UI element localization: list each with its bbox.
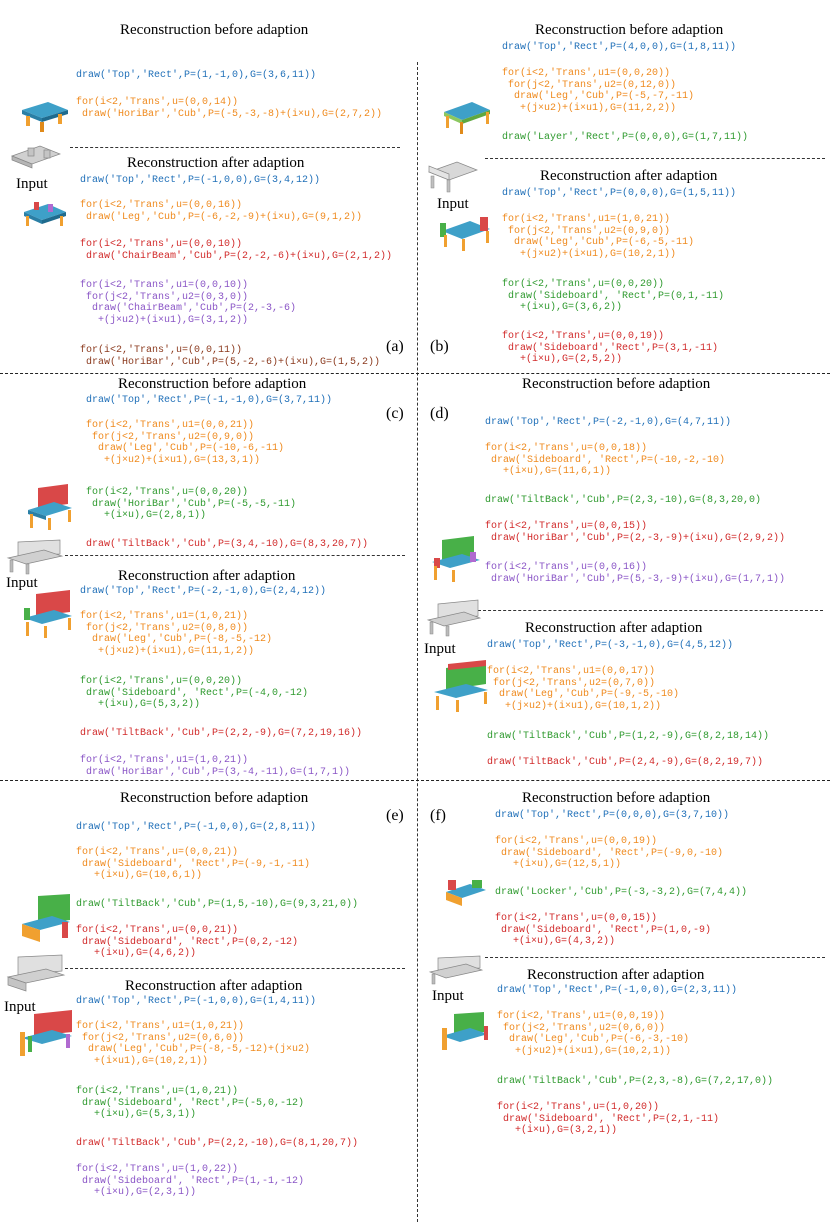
panel-d-after-code-2: for(i<2,'Trans',u1=(0,0,17)) for(j<2,'Trans',u2=(0,7,0)) draw('Leg','Cub',P=(-9,-5,-10) +(j×u2)+(i×u1),G=(10,1,2)) — [487, 666, 680, 712]
panel-f-tag: (f) — [430, 807, 446, 824]
panel-d-before-code-4: for(i<2,'Trans',u=(0,0,15)) draw('HoriBar','Cub',P=(2,-3,-9)+(i×u),G=(2,9,2)) — [485, 521, 786, 544]
panel-c-input-label: Input — [6, 575, 38, 591]
panel-a-after-code-1: draw('Top','Rect',P=(-1,0,0),G=(3,4,12)) — [80, 175, 321, 186]
panel-a-before-code-1: draw('Top','Rect',P=(1,-1,0),G=(3,6,11)) — [76, 70, 317, 81]
panel-b-after-code-2: for(i<2,'Trans',u1=(1,0,21)) for(j<2,'Trans',u2=(0,9,0)) draw('Leg','Cub',P=(-6,-5,-11) +(j×u2)+(i×u1),G=(10,2,1)) — [502, 214, 695, 260]
panel-c-divider — [65, 555, 405, 556]
panel-c-after-code-2: for(i<2,'Trans',u1=(1,0,21)) for(j<2,'Trans',u2=(0,8,0)) draw('Leg','Cub',P=(-8,-5,-12) +(j×u2)+(i×u1),G=(11,1,2)) — [80, 611, 273, 657]
panel-a-after-code-4: for(i<2,'Trans',u1=(0,0,10)) for(j<2,'Trans',u2=(0,3,0)) draw('ChairBeam','Cub',P=(2,-3,-6) +(j×u2)+(i×u1),G=(3,1,2)) — [80, 280, 297, 326]
panel-c-after-code-3: for(i<2,'Trans',u=(0,0,20)) draw('Sideboard', 'Rect',P=(-4,0,-12) +(i×u),G=(5,3,2)) — [80, 676, 309, 710]
panel-d-after-heading: Reconstruction after adaption — [525, 620, 703, 636]
row-divider-2 — [0, 780, 830, 781]
panel-d-tag: (d) — [430, 405, 449, 422]
panel-e-after-code-1: draw('Top','Rect',P=(-1,0,0),G=(1,4,11)) — [76, 996, 317, 1007]
panel-e-before-code-3: draw('TiltBack','Cub',P=(1,5,-10),G=(9,3,21,0)) — [76, 899, 359, 910]
panel-b-before-code-3: draw('Layer','Rect',P=(0,0,0),G=(1,7,11)) — [502, 132, 749, 143]
panel-e-before-code-2: for(i<2,'Trans',u=(0,0,21)) draw('Sideboard', 'Rect',P=(-9,-1,-11) +(i×u),G=(10,6,1)) — [76, 847, 311, 881]
panel-c-after-code-1: draw('Top','Rect',P=(-2,-1,0),G=(2,4,12)) — [80, 586, 327, 597]
panel-d-after-render — [430, 662, 492, 718]
panel-b-input-render — [425, 158, 481, 194]
panel-f-after-heading: Reconstruction after adaption — [527, 967, 705, 983]
panel-d-input-render — [424, 600, 484, 640]
panel-e-after-code-4: draw('TiltBack','Cub',P=(2,2,-10),G=(8,1,20,7)) — [76, 1138, 359, 1149]
panel-d-before-code-3: draw('TiltBack','Cub',P=(2,3,-10),G=(8,3,20,0) — [485, 495, 762, 506]
panel-c-after-render — [20, 590, 76, 642]
panel-c-tag: (c) — [386, 405, 404, 422]
panel-c-after-code-4: draw('TiltBack','Cub',P=(2,2,-9),G=(7,2,19,16)) — [80, 728, 363, 739]
panel-f-before-heading: Reconstruction before adaption — [522, 790, 711, 806]
panel-e-after-code-3: for(i<2,'Trans',u=(1,0,21)) draw('Sideboard', 'Rect',P=(-5,0,-12) +(i×u),G=(5,3,1)) — [76, 1086, 305, 1120]
panel-f-after-code-2: for(i<2,'Trans',u1=(0,0,19)) for(j<2,'Trans',u2=(0,6,0)) draw('Leg','Cub',P=(-6,-3,-10) +(j×u2)+(i×u1),G=(10,2,1)) — [497, 1011, 690, 1057]
panel-d-after-code-4: draw('TiltBack','Cub',P=(2,4,-9),G=(8,2,19,7)) — [487, 757, 764, 768]
panel-a-after-code-3: for(i<2,'Trans',u=(0,0,10)) draw('ChairBeam','Cub',P=(2,-2,-6)+(i×u),G=(2,1,2)) — [80, 239, 393, 262]
panel-b-divider — [485, 158, 825, 159]
panel-e-after-render — [16, 1010, 76, 1066]
panel-a-before-render — [18, 98, 70, 136]
panel-d-divider — [478, 610, 823, 611]
panel-c-before-code-2: for(i<2,'Trans',u1=(0,0,21)) for(j<2,'Trans',u2=(0,9,0)) draw('Leg','Cub',P=(-10,-6,-11) +(j×u2)+(i×u1),G=(13,3,1)) — [86, 420, 285, 466]
panel-f-before-code-4: for(i<2,'Trans',u=(0,0,15)) draw('Sideboard', 'Rect',P=(1,0,-9) +(i×u),G=(4,3,2)) — [495, 913, 712, 947]
panel-d-after-code-1: draw('Top','Rect',P=(-3,-1,0),G=(4,5,12)) — [487, 640, 734, 651]
panel-a-before-heading: Reconstruction before adaption — [120, 22, 309, 38]
panel-d-before-heading: Reconstruction before adaption — [522, 376, 711, 392]
panel-b-after-heading: Reconstruction after adaption — [540, 168, 718, 184]
panel-b-before-heading: Reconstruction before adaption — [535, 22, 724, 38]
panel-c-input-render — [4, 540, 66, 576]
panel-c-before-code-1: draw('Top','Rect',P=(-1,-1,0),G=(3,7,11)) — [86, 395, 333, 406]
panel-b-input-label: Input — [437, 196, 469, 212]
panel-e-before-code-1: draw('Top','Rect',P=(-1,0,0),G=(2,8,11)) — [76, 822, 317, 833]
panel-a-before-code-2: for(i<2,'Trans',u=(0,0,14)) draw('HoriBar','Cub',P=(-5,-3,-8)+(i×u),G=(2,7,2)) — [76, 97, 383, 120]
panel-b-before-code-2: for(i<2,'Trans',u1=(0,0,20)) for(j<2,'Trans',u2=(0,12,0)) draw('Leg','Cub',P=(-5,-7,-11) +(j×u2)+(i×u1),G=(11,2,2)) — [502, 68, 695, 114]
panel-a-after-heading: Reconstruction after adaption — [127, 155, 305, 171]
panel-f-before-code-1: draw('Top','Rect',P=(0,0,0),G=(3,7,10)) — [495, 810, 730, 821]
panel-e-input-render — [4, 955, 68, 997]
panel-c-after-heading: Reconstruction after adaption — [118, 568, 296, 584]
panel-f-after-render — [438, 1012, 492, 1062]
panel-d-before-code-5: for(i<2,'Trans',u=(0,0,16)) draw('HoriBar','Cub',P=(5,-3,-9)+(i×u),G=(1,7,1)) — [485, 562, 786, 585]
panel-e-after-code-2: for(i<2,'Trans',u1=(1,0,21)) for(j<2,'Trans',u2=(0,6,0)) draw('Leg','Cub',P=(-8,-5,-12)+(j×u2) +(i×u1),G=(10,2,1)) — [76, 1021, 311, 1067]
panel-f-before-render — [442, 870, 490, 918]
panel-e-divider — [65, 968, 405, 969]
panel-f-divider — [485, 957, 825, 958]
panel-d-after-code-3: draw('TiltBack','Cub',P=(1,2,-9),G=(8,2,18,14)) — [487, 731, 770, 742]
panel-e-input-label: Input — [4, 999, 36, 1015]
panel-f-after-code-1: draw('Top','Rect',P=(-1,0,0),G=(2,3,11)) — [497, 985, 738, 996]
panel-e-after-heading: Reconstruction after adaption — [125, 978, 303, 994]
panel-d-before-render — [428, 536, 484, 588]
panel-a-tag: (a) — [386, 338, 404, 355]
panel-e-before-code-4: for(i<2,'Trans',u=(0,0,21)) draw('Sideboard', 'Rect',P=(0,2,-12) +(i×u),G=(4,6,2)) — [76, 925, 299, 959]
panel-a-after-code-5: for(i<2,'Trans',u=(0,0,11)) draw('HoriBar','Cub',P=(5,-2,-6)+(i×u),G=(1,5,2)) — [80, 345, 381, 368]
panel-f-after-code-4: for(i<2,'Trans',u=(1,0,20)) draw('Sideboard', 'Rect',P=(2,1,-11) +(i×u),G=(3,2,1)) — [497, 1102, 720, 1136]
panel-c-before-heading: Reconstruction before adaption — [118, 376, 307, 392]
panel-e-before-render — [18, 894, 74, 950]
panel-b-tag: (b) — [430, 338, 449, 355]
row-divider-1 — [0, 373, 830, 374]
panel-b-after-code-3: for(i<2,'Trans',u=(0,0,20)) draw('Sideboard', 'Rect',P=(0,1,-11) +(i×u),G=(3,6,2)) — [502, 279, 725, 313]
panel-f-before-code-2: for(i<2,'Trans',u=(0,0,19)) draw('Sideboard', 'Rect',P=(-9,0,-10) +(i×u),G=(12,5,1)) — [495, 836, 724, 870]
panel-c-before-code-4: draw('TiltBack','Cub',P=(3,4,-10),G=(8,3,20,7)) — [86, 539, 369, 550]
panel-b-after-render — [436, 213, 496, 255]
panel-c-after-code-5: for(i<2,'Trans',u1=(1,0,21)) draw('HoriBar','Cub',P=(3,-4,-11),G=(1,7,1)) — [80, 755, 351, 778]
panel-a-after-code-2: for(i<2,'Trans',u=(0,0,16)) draw('Leg','Cub',P=(-6,-2,-9)+(i×u),G=(9,1,2)) — [80, 200, 363, 223]
panel-a-divider — [70, 147, 400, 148]
panel-c-before-render — [24, 484, 74, 532]
panel-d-before-code-2: for(i<2,'Trans',u=(0,0,18)) draw('Sideboard', 'Rect',P=(-10,-2,-10) +(i×u),G=(11,6,1)) — [485, 443, 726, 477]
panel-f-before-code-3: draw('Locker','Cub',P=(-3,-3,2),G=(7,4,4)) — [495, 887, 748, 898]
panel-d-input-label: Input — [424, 641, 456, 657]
panel-b-before-code-1: draw('Top','Rect',P=(4,0,0),G=(1,8,11)) — [502, 42, 737, 53]
panel-f-input-label: Input — [432, 988, 464, 1004]
panel-b-after-code-4: for(i<2,'Trans',u=(0,0,19)) draw('Sideboard','Rect',P=(3,1,-11) +(i×u),G=(2,5,2)) — [502, 331, 719, 365]
panel-a-after-render — [20, 196, 70, 236]
panel-f-input-render — [426, 956, 486, 988]
panel-b-after-code-1: draw('Top','Rect',P=(0,0,0),G=(1,5,11)) — [502, 188, 737, 199]
panel-e-before-heading: Reconstruction before adaption — [120, 790, 309, 806]
panel-e-tag: (e) — [386, 807, 404, 824]
panel-d-before-code-1: draw('Top','Rect',P=(-2,-1,0),G=(4,7,11)) — [485, 417, 732, 428]
panel-a-input-render — [8, 142, 64, 172]
panel-c-before-code-3: for(i<2,'Trans',u=(0,0,20)) draw('HoriBar','Cub',P=(-5,-5,-11) +(i×u),G=(2,8,1)) — [86, 487, 297, 521]
panel-a-input-label: Input — [16, 176, 48, 192]
panel-b-before-render — [440, 98, 494, 136]
panel-e-after-code-5: for(i<2,'Trans',u=(1,0,22)) draw('Sideboard', 'Rect',P=(1,-1,-12) +(i×u),G=(2,3,1)) — [76, 1164, 305, 1198]
vertical-divider — [417, 62, 418, 1222]
panel-f-after-code-3: draw('TiltBack','Cub',P=(2,3,-8),G=(7,2,17,0)) — [497, 1076, 774, 1087]
